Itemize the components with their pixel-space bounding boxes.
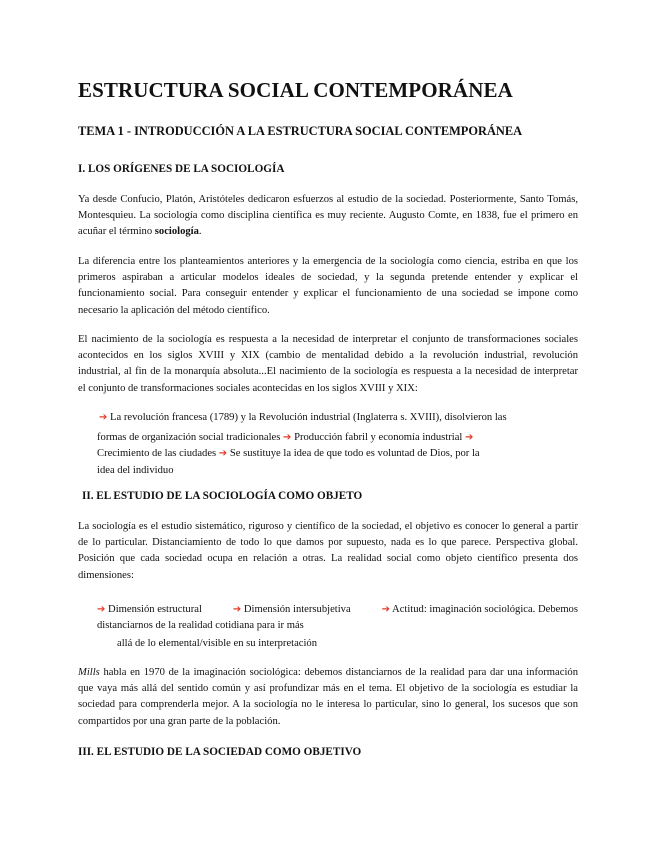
list-item (97, 602, 578, 618)
list-item-text: Producción fabril y economía industrial (294, 432, 463, 444)
section-1-heading: I. LOS ORÍGENES DE LA SOCIOLOGÍA (78, 163, 285, 175)
text-line: Ya desde Confucio, Platón, Aristóteles dedicaron esfuerzos al estudio de la sociedad. Posteriormente, Santo Tomás, (78, 194, 578, 205)
text-run: . (198, 226, 202, 238)
text-line (78, 224, 578, 240)
arrow-right-icon: ➔ (99, 412, 108, 423)
list-item-text: La revolución francesa (1789) y la Revolución industrial (Inglaterra s. XVIII), disolvieron las (110, 412, 507, 423)
bold-term: sociología (154, 226, 199, 238)
text-line: necesario la aplicación del método científico. (78, 304, 270, 316)
text-line: Posición que cada sociedad ocupa en relación a otras. La realidad social como objeto científico presenta dos (78, 553, 578, 565)
section-1-paragraph-3 (78, 332, 578, 397)
list-item-text: formas de organización social tradicionales (97, 432, 281, 444)
text-line: el conjunto de transformaciones sociales acontecidas en los siglos XVIII y XIX: (78, 382, 418, 394)
arrow-right-icon: ➔ (232, 604, 242, 615)
list-item (97, 446, 507, 462)
arrow-right-icon: ➔ (465, 432, 474, 444)
list-item-segment (233, 602, 351, 618)
text-line: dimensiones: (78, 569, 134, 581)
text-line: compartidos por una gran parte de la población. (78, 715, 281, 727)
list-item-segment (97, 602, 202, 618)
list-item-text: idea del individuo (97, 464, 174, 476)
section-3-heading: III. EL ESTUDIO DE LA SOCIEDAD COMO OBJETIVO (78, 746, 362, 758)
text-line: que vaya más allá del sentido común y así profundizar más en el tema. El objetivo de la sociología es estudiar la (78, 683, 578, 695)
section-2-paragraph-2 (78, 665, 578, 730)
text-run: acuñar el término (78, 226, 155, 238)
list-item (99, 410, 507, 426)
text-line: El nacimiento de la sociología es respuesta a la necesidad de interpretar el conjunto de transformaciones sociales (78, 334, 578, 345)
list-item (97, 463, 507, 479)
text-line: primeros aspiraban a articular modelos ideales de sociedad, y la segunda pretende entender y explicar el (78, 272, 578, 284)
section-2-heading: II. EL ESTUDIO DE LA SOCIOLOGÍA COMO OBJETO (82, 490, 363, 502)
text-run: habla en 1970 de la imaginación sociológica: debemos distanciarnos de la realidad para dar una información (99, 667, 578, 678)
section-2-paragraph-1 (78, 519, 578, 584)
text-line (78, 665, 578, 681)
list-item-segment (382, 602, 578, 618)
list-item-text: distanciarnos de la realidad cotidiana para ir más (97, 620, 304, 632)
text-line: La sociología es el estudio sistemático, riguroso y científico de la sociedad, el objetivo es conocer lo general a partir (78, 521, 578, 532)
list-item-text: allá de lo elemental/visible en su interpretación (117, 638, 318, 650)
text-line: La diferencia entre los planteamientos anteriores y la emergencia de la sociología como ciencia, estriba en que los (78, 256, 578, 267)
list-item (97, 618, 578, 634)
list-item-text: Actitud: imaginación sociológica. Debemos (392, 604, 578, 615)
list-item-text: Dimensión estructural (108, 604, 202, 615)
list-item (117, 636, 578, 652)
section-1-arrow-list (97, 410, 507, 479)
text-line: Montesquieu. La sociología como disciplina científica es muy reciente. Augusto Comte, en 1838, fue el primero en (78, 210, 578, 222)
list-item-text: Dimensión intersubjetiva (243, 604, 351, 615)
list-item-text: Crecimiento de las ciudades (97, 448, 217, 460)
document-title: ESTRUCTURA SOCIAL CONTEMPORÁNEA (78, 78, 513, 102)
arrow-right-icon: ➔ (283, 432, 292, 444)
text-line: funcionamiento social. Para conseguir entender y explicar el funcionamiento de una sociedad se impone como (78, 288, 578, 300)
section-1-paragraph-2 (78, 254, 578, 319)
arrow-right-icon: ➔ (218, 448, 228, 460)
arrow-right-icon: ➔ (97, 604, 106, 615)
text-line: sociedad para comprenderla mejor. A la sociología no le interesa lo particular, sino lo general, los sucesos que son (78, 699, 578, 711)
section-1-paragraph-1 (78, 192, 578, 241)
text-line: industrial, al fin de la monarquía absoluta...El nacimiento de la sociología es respuesta a la necesidad de interpretar (78, 366, 578, 378)
list-item-text: Se sustituye la idea de que todo es voluntad de Dios, por la (229, 448, 480, 460)
text-line: acontecidos en los siglos XVIII y XIX (cambio de mentalidad debido a la revolución industrial, revolución (78, 350, 578, 362)
list-item (97, 430, 507, 446)
author-name: Mills (78, 667, 100, 678)
arrow-right-icon: ➔ (381, 604, 390, 615)
tema-heading: TEMA 1 - INTRODUCCIÓN A LA ESTRUCTURA SOCIAL CONTEMPORÁNEA (78, 124, 523, 138)
section-2-arrow-list (97, 602, 578, 653)
text-line: de lo particular. Distanciamiento de todo lo que damos por supuesto, nada es lo que parece. Perspectiva global. (78, 537, 578, 549)
